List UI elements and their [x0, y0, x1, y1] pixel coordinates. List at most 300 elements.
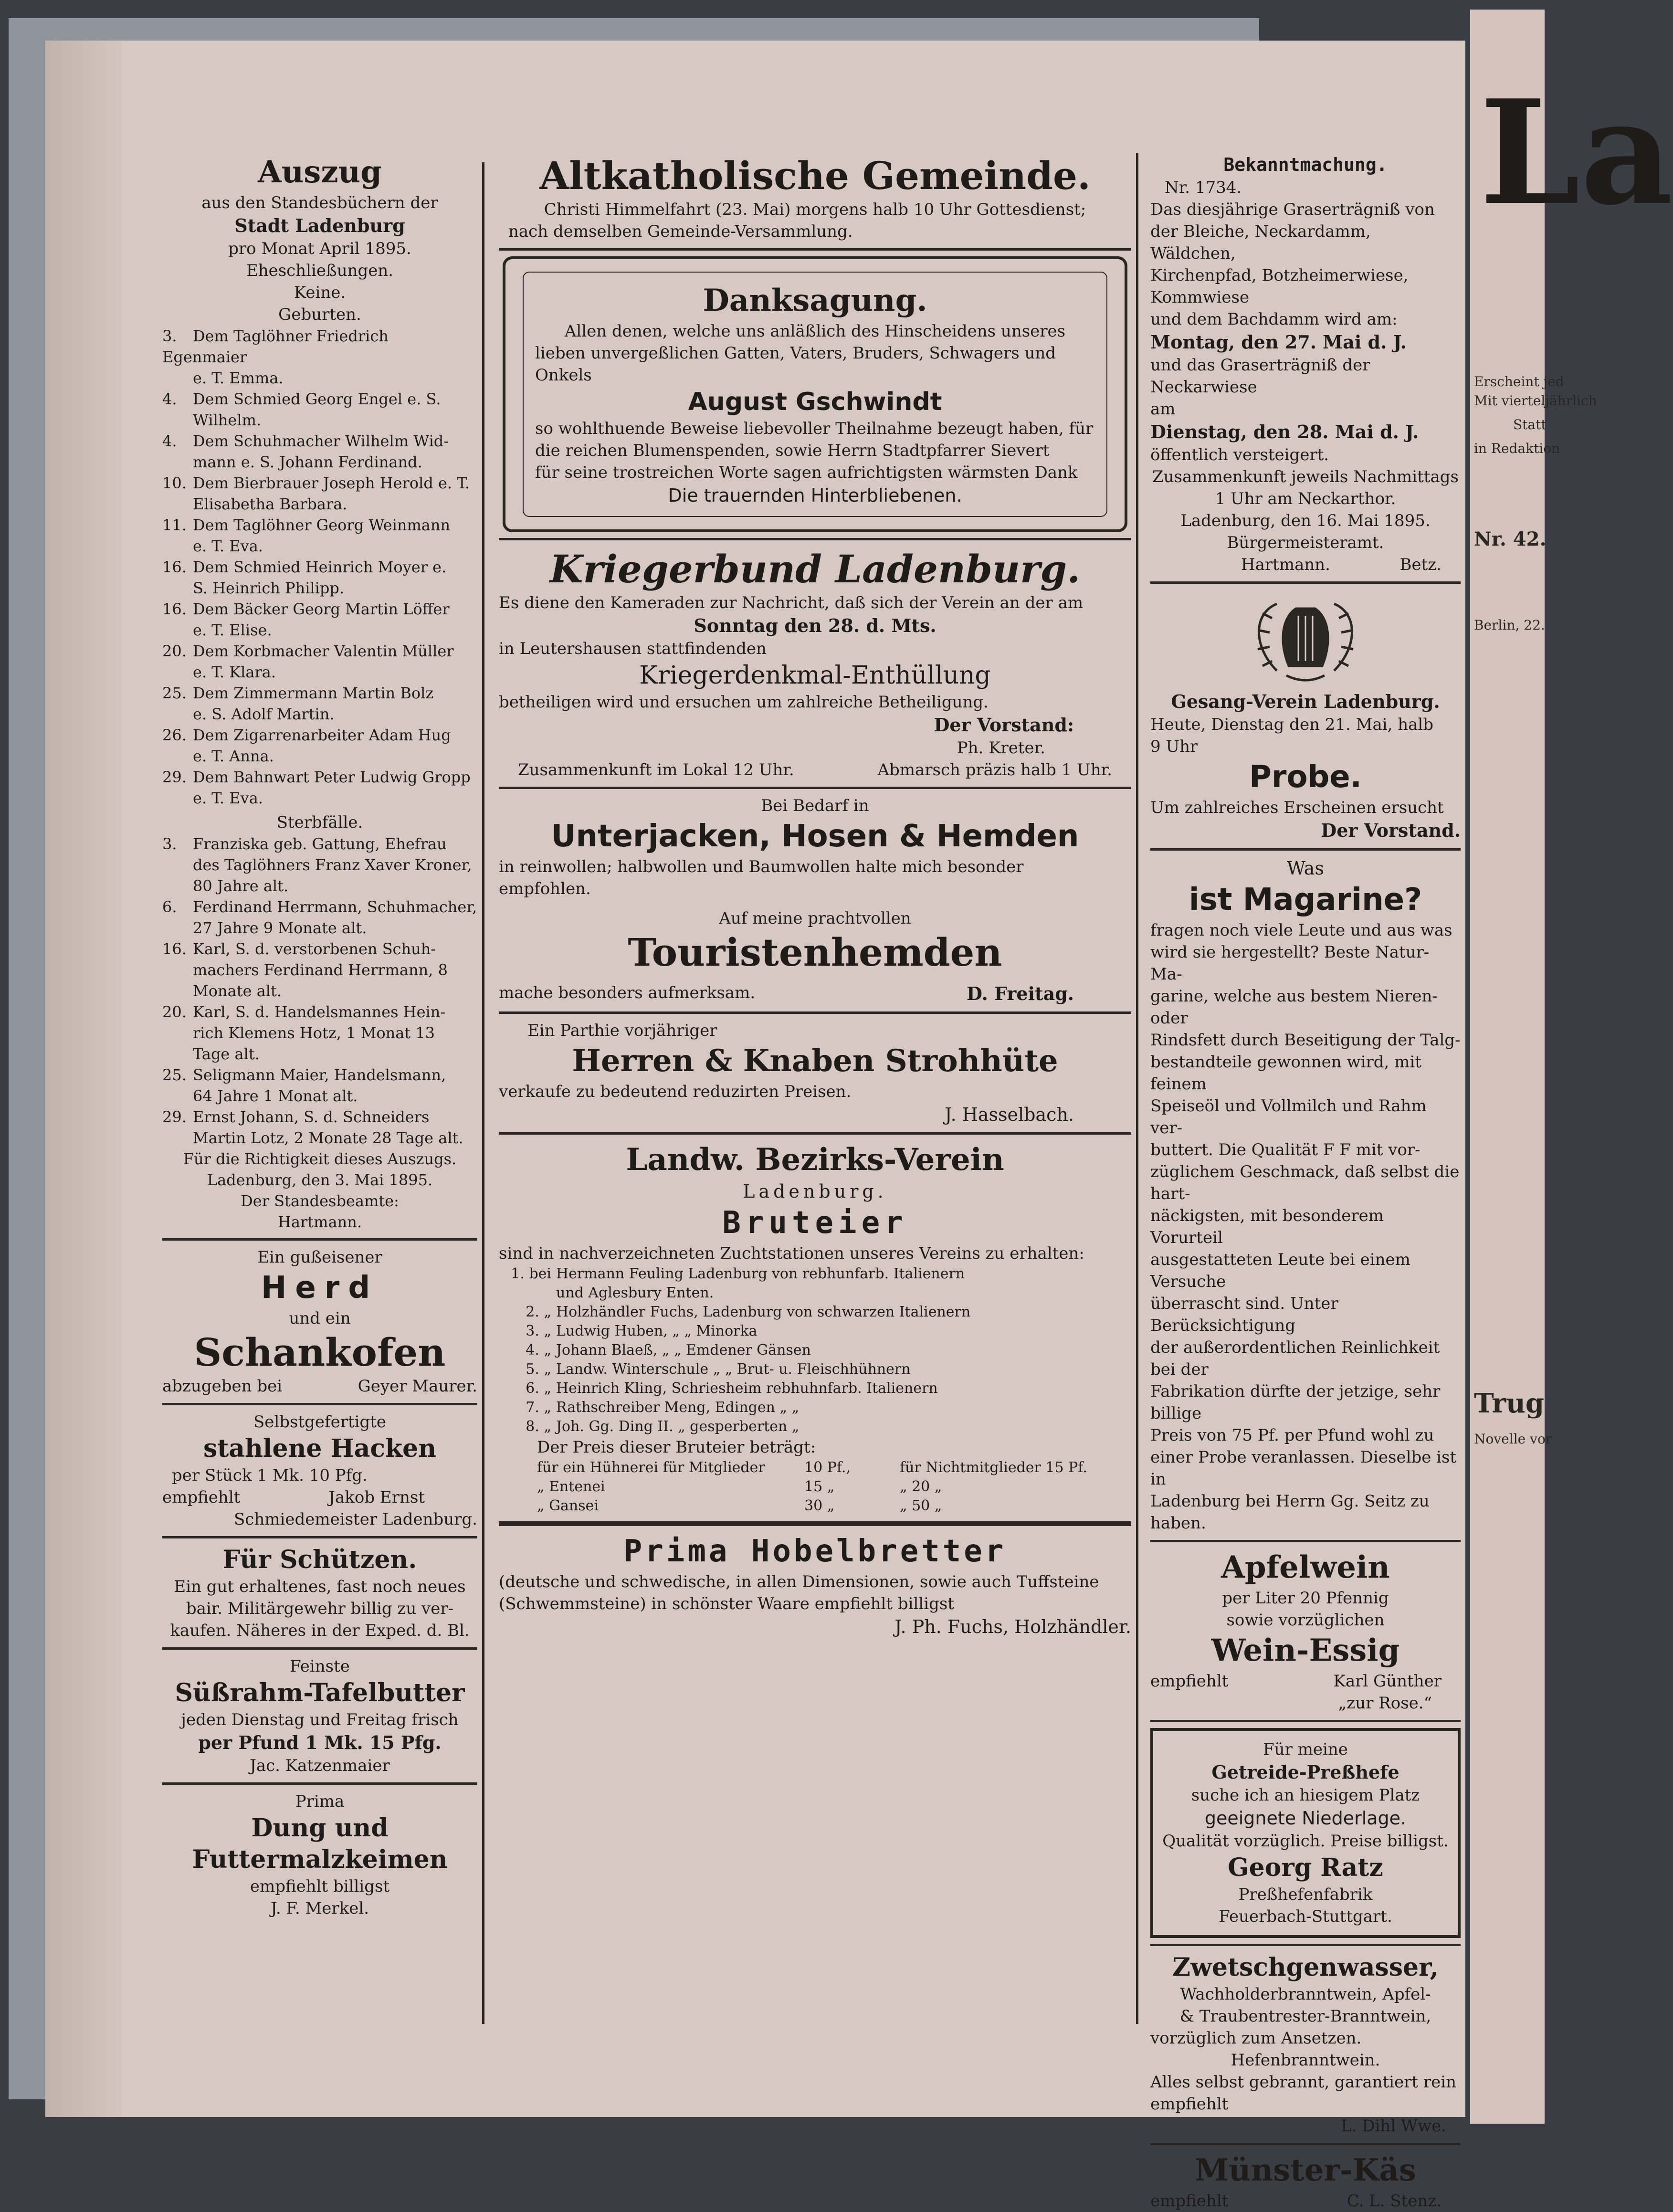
ad-text: vorzüglich zum Ansetzen.: [1150, 2029, 1362, 2048]
station-text: Hermann Feuling Ladenburg von rebhunfarb. Italienern: [556, 1265, 965, 1282]
divider: [1150, 1944, 1461, 1946]
bruteier-station: [499, 1284, 1131, 1303]
danksagung-text: Onkels: [535, 366, 592, 385]
divider: [1150, 2143, 1461, 2145]
entry-text: 27 Jahre 9 Monate alt.: [193, 919, 367, 937]
ad-text: Bei Bedarf in: [761, 796, 869, 815]
hacken-ad: [162, 1411, 477, 1530]
ad-text: sowie vorzüglichen: [1226, 1611, 1385, 1630]
entry-text: e. T. Eva.: [193, 789, 263, 807]
ad-text: empfiehlt: [1150, 2095, 1229, 2114]
bruteier-station-list: [499, 1264, 1131, 1436]
ad-advertiser: J. Hasselbach.: [945, 1104, 1074, 1125]
ad-text: Selbstgefertigte: [253, 1412, 387, 1432]
next-page-text: Berlin, 22.: [1474, 617, 1545, 633]
entry-text: Dem Schmied Georg Engel e. S.: [193, 390, 441, 408]
ad-text: (deutsche und schwedische, in allen Dimensionen, sowie auch Tuffsteine: [499, 1572, 1099, 1591]
notice-signature-label: Der Vorstand:: [934, 714, 1074, 736]
notice-text: Christi Himmelfahrt (23. Mai) morgens halb 10 Uhr Gottesdienst;: [544, 200, 1086, 219]
birth-entry: [162, 599, 477, 620]
notice-text: in Leutershausen stattfindenden: [499, 639, 767, 658]
ad-advertiser: Geyer Maurer.: [358, 1377, 477, 1396]
ad-text: Ein gußeisener: [257, 1248, 382, 1267]
entry-text: Dem Taglöhner Georg Weinmann: [193, 516, 451, 534]
station-text: Johann Blaeß, „ „ Emdener Gänsen: [556, 1342, 811, 1359]
entry-text: Elisabetha Barbara.: [193, 495, 347, 513]
ad-price: per Pfund 1 Mk. 15 Pfg.: [198, 1732, 442, 1753]
divider: [1150, 1720, 1461, 1722]
entry-text: Monate alt.: [193, 982, 282, 1000]
entry-day: 29.: [162, 768, 187, 786]
lyre-icon: [1243, 590, 1368, 685]
entry-day: 29.: [162, 1108, 187, 1126]
bruteier-station: [499, 1322, 1131, 1341]
station-text: Joh. Gg. Ding II. „ gesperberten „: [556, 1418, 800, 1435]
presshefe-box: [1150, 1728, 1461, 1938]
ad-headline: Futtermalzkeimen: [192, 1845, 448, 1874]
entry-text: Dem Schuhmacher Wilhelm Wid-: [193, 432, 449, 450]
ad-advertiser-title: Schmiedemeister Ladenburg.: [234, 1510, 477, 1529]
strohhuete-ad: [499, 1020, 1131, 1127]
entry-text: 64 Jahre 1 Monat alt.: [193, 1087, 358, 1105]
entry-text: Dem Bahnwart Peter Ludwig Gropp: [193, 768, 471, 786]
station-text: Heinrich Kling, Schriesheim rebhuhnfarb. Italienern: [556, 1380, 938, 1397]
notice-text: Dienstag, den 28. Mai d. J.: [1150, 421, 1419, 442]
apfelwein-ad: [1150, 1548, 1461, 1714]
notice-text: Abmarsch präzis halb 1 Uhr.: [877, 760, 1112, 779]
notice-event: Kriegerdenkmal-Enthüllung: [639, 661, 991, 690]
station-number: [499, 1284, 556, 1303]
divider: [1150, 581, 1461, 584]
entry-text: Karl, S. d. Handelsmannes Hein-: [193, 1003, 446, 1021]
divider: [499, 1011, 1131, 1014]
ad-headline: Dung und: [251, 1813, 389, 1843]
ad-text: kaufen. Näheres in der Exped. d. Bl.: [170, 1621, 470, 1640]
death-entry: [162, 938, 477, 959]
ad-headline: Unterjacken, Hosen & Hemden: [551, 819, 1079, 854]
divider: [499, 248, 1131, 251]
ad-advertiser: C. L. Stenz.: [1347, 2191, 1442, 2211]
price-nonmember: für Nichtmitglieder 15 Pf.: [900, 1459, 1087, 1476]
ad-text: der außerordentlichen Reinlichkeit bei der: [1150, 1338, 1440, 1379]
auszug-signature: Hartmann.: [278, 1213, 362, 1231]
birth-entry: [162, 473, 477, 494]
price-row: [499, 1496, 1131, 1516]
ad-text: in reinwollen; halbwollen und Baumwollen halte mich besonder: [499, 857, 1024, 876]
ad-text: Feinste: [290, 1657, 350, 1676]
ad-body: [1150, 919, 1461, 1534]
ad-advertiser-title: „zur Rose.“: [1338, 1694, 1432, 1713]
price-row: [499, 1477, 1131, 1496]
ad-headline: Bruteier: [722, 1205, 908, 1241]
station-number: 5. „: [526, 1361, 551, 1378]
divider: [162, 1403, 477, 1405]
notice-text: Bürgermeisteramt.: [1227, 533, 1384, 552]
station-number: 6. „: [526, 1380, 551, 1397]
station-text: und Aglesbury Enten.: [556, 1285, 714, 1301]
entry-day: 3.: [162, 327, 177, 345]
kaes-ad: [1150, 2151, 1461, 2212]
next-page-text: Novelle vor: [1474, 1431, 1552, 1447]
next-page-text: Mit vierteljährlich: [1474, 393, 1597, 409]
ad-text: bair. Militärgewehr billig zu ver-: [186, 1599, 454, 1618]
death-entry: [162, 833, 477, 854]
auszug-signature-label: Der Standesbeamte:: [241, 1192, 399, 1210]
entry-text: Franziska geb. Gattung, Ehefrau: [193, 835, 447, 853]
ad-text: Speiseöl und Vollmilch und Rahm ver-: [1150, 1096, 1427, 1138]
entry-text: Dem Zigarrenarbeiter Adam Hug: [193, 726, 451, 744]
notice-text: Ladenburg, den 16. Mai 1895.: [1180, 511, 1431, 530]
ad-advertiser-title: Preßhefenfabrik: [1238, 1885, 1373, 1904]
ad-text: sind in nachverzeichneten Zuchtstationen unseres Vereins zu erhalten:: [499, 1244, 1084, 1263]
ad-text: überrascht sind. Unter Berücksichtigung: [1150, 1294, 1338, 1335]
entry-day: 25.: [162, 1066, 187, 1084]
entry-day: 20.: [162, 642, 187, 660]
auszug-title: Auszug: [258, 154, 382, 190]
death-entry: [162, 1064, 477, 1085]
entry-text: 80 Jahre alt.: [193, 877, 289, 895]
dung-ad: [162, 1791, 477, 1919]
entry-text: des Taglöhners Franz Xaver Kroner,: [193, 856, 472, 874]
section-heading: Eheschließungen.: [246, 261, 394, 280]
schuetzen-ad: [162, 1544, 477, 1642]
ad-text: & Traubentrester-Branntwein,: [1179, 2007, 1431, 2026]
danksagung-name: August Gschwindt: [688, 388, 942, 416]
ad-headline: Getreide-Preßhefe: [1211, 1761, 1399, 1783]
auszug-subtitle: aus den Standesbüchern der: [201, 193, 438, 212]
notice-number: Nr. 1734.: [1165, 178, 1242, 197]
notice-text: Um zahlreiches Erscheinen ersucht: [1150, 798, 1444, 817]
entry-text: Dem Korbmacher Valentin Müller: [193, 642, 454, 660]
next-page-text: Erscheint jed: [1474, 374, 1564, 390]
ad-text: Alles selbst gebrannt, garantiert rein: [1150, 2073, 1457, 2092]
notice-headline: Gesang-Verein Ladenburg.: [1171, 691, 1440, 712]
auszug-date: Ladenburg, den 3. Mai 1895.: [207, 1171, 433, 1189]
notice-text: am: [1150, 400, 1176, 419]
notice-text: betheiligen wird und ersuchen um zahlreiche Betheiligung.: [499, 693, 989, 712]
ad-subtitle: Ladenburg.: [743, 1181, 887, 1202]
entry-text: S. Heinrich Philipp.: [193, 579, 345, 597]
divider: [499, 538, 1131, 540]
birth-entry: [162, 683, 477, 704]
ad-text: wird sie hergestellt? Beste Natur-Ma-: [1150, 943, 1430, 984]
ad-headline: Süßrahm-Tafelbutter: [175, 1678, 465, 1707]
bezirks-verein-ad: [499, 1140, 1131, 1516]
ad-text: Auf meine prachtvollen: [719, 909, 911, 928]
ad-advertiser: J. F. Merkel.: [270, 1899, 369, 1918]
section-heading: Sterbfälle.: [276, 813, 363, 832]
ad-location: Feuerbach-Stuttgart.: [1219, 1907, 1392, 1926]
ad-text: (Schwemmsteine) in schönster Waare empfiehlt billigst: [499, 1594, 955, 1613]
entry-text: Karl, S. d. verstorbenen Schuh-: [193, 940, 436, 958]
auszug-footer: Für die Richtigkeit dieses Auszugs.: [183, 1150, 457, 1168]
middle-column: [499, 153, 1131, 1639]
ad-text: einer Probe veranlassen. Dieselbe ist in: [1150, 1448, 1457, 1489]
ad-text: bestandteile gewonnen wird, mit feinem: [1150, 1053, 1421, 1094]
divider: [499, 787, 1131, 789]
ad-text: empfiehlt: [1150, 1672, 1229, 1691]
ad-headline: Apfelwein: [1221, 1549, 1390, 1585]
price-member: 30 „: [804, 1497, 835, 1514]
entry-day: 25.: [162, 684, 187, 702]
entry-day: 11.: [162, 516, 187, 534]
station-text: Ludwig Huben, „ „ Minorka: [556, 1323, 758, 1339]
ad-headline: Wein-Essig: [1211, 1633, 1400, 1668]
divider: [162, 1647, 477, 1650]
notice-event: Probe.: [1249, 759, 1362, 795]
danksagung-text: die reichen Blumenspenden, sowie Herrn Stadtpfarrer Sievert: [535, 441, 1050, 460]
divider: [499, 1132, 1131, 1135]
ad-text: Für meine: [1263, 1740, 1348, 1759]
kriegerbund-notice: [499, 546, 1131, 781]
danksagung-box: [503, 256, 1127, 532]
gesang-verein-notice: [1150, 590, 1461, 843]
entry-day: 4.: [162, 390, 177, 408]
ad-text: abzugeben bei: [162, 1377, 283, 1396]
next-page-issue: Nr. 42.: [1474, 528, 1547, 550]
ad-text: ausgestatteten Leute bei einem Versuche: [1150, 1250, 1410, 1291]
ad-advertiser: Karl Günther: [1333, 1672, 1442, 1691]
notice-text: und dem Bachdamm wird am:: [1150, 310, 1398, 329]
ad-text: Ladenburg bei Herrn Gg. Seitz zu: [1150, 1492, 1430, 1511]
ad-text: Prima: [295, 1792, 345, 1811]
notice-signature: Ph. Kreter.: [957, 738, 1045, 758]
ad-advertiser: D. Freitag.: [967, 983, 1074, 1004]
ad-text: jeden Dienstag und Freitag frisch: [181, 1710, 459, 1729]
danksagung-text: lieben unvergeßlichen Gatten, Vaters, Bruders, Schwagers und: [535, 344, 1056, 363]
station-number: 4. „: [526, 1342, 551, 1359]
column-rule: [1136, 153, 1138, 2024]
ad-text: und ein: [289, 1309, 351, 1328]
left-column: [162, 153, 477, 1919]
divider: [1150, 848, 1461, 851]
notice-headline: Altkatholische Gemeinde.: [539, 153, 1091, 198]
price-item: für ein Hühnerei für Mitglieder: [537, 1459, 765, 1476]
ad-headline: Landw. Bezirks-Verein: [626, 1142, 1004, 1178]
notice-text: und das Graserträgniß der Neckarwiese: [1150, 356, 1370, 397]
entry-text: e. T. Elise.: [193, 621, 272, 639]
entry-text: e. T. Anna.: [193, 747, 274, 765]
birth-entry: [162, 557, 477, 578]
price-member: 15 „: [804, 1478, 835, 1495]
ad-text: empfohlen.: [499, 879, 591, 898]
divider: [499, 1521, 1131, 1526]
bekanntmachung: [1150, 153, 1461, 576]
notice-text: Zusammenkunft jeweils Nachmittags: [1152, 467, 1459, 486]
notice-text: nach demselben Gemeinde-Versammlung.: [508, 222, 853, 241]
notice-text: Kirchenpfad, Botzheimerwiese, Kommwiese: [1150, 266, 1409, 307]
ad-text: empfiehlt billigst: [250, 1877, 390, 1896]
danksagung-text: so wohlthuende Beweise liebevoller Theilnahme bezeugt haben, für: [535, 419, 1094, 438]
altkatholisch-notice: [499, 153, 1131, 242]
ad-text: Hefenbranntwein.: [1231, 2051, 1380, 2070]
notice-text: Heute, Dienstag den 21. Mai, halb: [1150, 715, 1434, 734]
entry-text: Ferdinand Herrmann, Schuhmacher,: [193, 898, 477, 916]
entry-text: Dem Schmied Heinrich Moyer e.: [193, 558, 447, 576]
entry-text: Dem Bäcker Georg Martin Löffer: [193, 600, 450, 618]
bruteier-price-list: [499, 1458, 1131, 1516]
entry-text: Tage alt.: [193, 1045, 260, 1063]
death-entry: [162, 896, 477, 917]
station-number: 2. „: [526, 1304, 551, 1320]
next-page-heading: Trug: [1474, 1388, 1544, 1419]
sterbfaelle-list: [162, 833, 477, 1148]
ad-text: Was: [1287, 858, 1324, 879]
notice-headline: Bekanntmachung.: [1223, 154, 1388, 175]
auszug-block: [162, 153, 477, 1232]
danksagung-signature: Die trauernden Hinterbliebenen.: [668, 485, 962, 506]
entry-text: Wilhelm.: [193, 411, 262, 429]
entry-text: machers Ferdinand Herrmann, 8: [193, 961, 448, 979]
notice-date: Sonntag den 28. d. Mts.: [694, 615, 936, 636]
death-entry: [162, 1001, 477, 1022]
entry-text: Ernst Johann, S. d. Schneiders: [193, 1108, 430, 1126]
notice-text: 9 Uhr: [1150, 737, 1198, 756]
ad-headline: Touristenhemden: [628, 930, 1002, 975]
entry-text: Dem Bierbrauer Joseph Herold e. T.: [193, 474, 470, 492]
birth-entry: [162, 767, 477, 788]
next-page-masthead: La: [1480, 68, 1673, 237]
ad-text: fragen noch viele Leute und aus was: [1150, 921, 1452, 940]
notice-text: Das diesjährige Graserträgniß von: [1150, 200, 1435, 219]
bruteier-station: [499, 1360, 1131, 1379]
column-rule: [482, 162, 484, 2024]
notice-text: der Bleiche, Neckardamm, Wäldchen,: [1150, 222, 1371, 263]
ad-text: verkaufe zu bedeutend reduzirten Preisen.: [499, 1082, 852, 1101]
bruteier-station: [499, 1417, 1131, 1436]
ad-headline: Schankofen: [194, 1330, 446, 1375]
entry-text: Seligmann Maier, Handelsmann,: [193, 1066, 446, 1084]
price-item: „ Entenei: [537, 1478, 605, 1495]
price-nonmember: „ 50 „: [900, 1497, 942, 1514]
ad-price: per Liter 20 Pfennig: [1222, 1589, 1389, 1608]
station-number: 7. „: [526, 1399, 551, 1416]
notice-text: Zusammenkunft im Lokal 12 Uhr.: [518, 760, 794, 779]
ad-advertiser: Georg Ratz: [1228, 1853, 1383, 1882]
magarine-ad: [1150, 856, 1461, 1534]
danksagung-text: für seine trostreichen Worte sagen aufrichtigsten wärmsten Dank: [535, 463, 1078, 482]
ad-text: mache besonders aufmerksam.: [499, 983, 756, 1002]
ad-headline: stahlene Hacken: [203, 1434, 437, 1463]
station-text: Rathschreiber Meng, Edingen „ „: [556, 1399, 800, 1416]
next-page-text: in Redaktion: [1474, 441, 1560, 456]
birth-entry: [162, 326, 477, 368]
notice-text: Montag, den 27. Mai d. J.: [1150, 331, 1407, 353]
entry-day: 10.: [162, 474, 187, 492]
bruteier-station: [499, 1264, 1131, 1284]
price-member: 10 Pf.,: [804, 1459, 851, 1476]
ad-text: Fabrikation dürfte der jetzige, sehr billige: [1150, 1382, 1441, 1423]
ad-headline: Münster-Käs: [1195, 2152, 1416, 2188]
entry-text: e. T. Eva.: [193, 537, 263, 555]
ad-headline: Herd: [261, 1270, 379, 1306]
ad-advertiser: L. Dihl Wwe.: [1341, 2117, 1446, 2136]
entry-text: e. T. Emma.: [193, 369, 284, 387]
ad-headline: geeignete Niederlage.: [1204, 1808, 1407, 1829]
ad-headline: ist Magarine?: [1189, 882, 1422, 917]
ad-headline: Zwetschgenwasser,: [1172, 1953, 1439, 1982]
entry-day: 16.: [162, 600, 187, 618]
notice-body: [1150, 199, 1461, 554]
bruteier-station: [499, 1379, 1131, 1398]
auszug-city: Stadt Ladenburg: [234, 215, 405, 236]
entry-day: 3.: [162, 835, 177, 853]
entry-text: Dem Zimmermann Martin Bolz: [193, 684, 434, 702]
price-nonmember: „ 20 „: [900, 1478, 942, 1495]
price-item: „ Gansei: [537, 1497, 599, 1514]
price-heading: Der Preis dieser Bruteier beträgt:: [537, 1438, 816, 1457]
station-text: Landw. Winterschule „ „ Brut- u. Fleischhühnern: [556, 1361, 911, 1378]
right-column: [1150, 153, 1461, 2212]
entry-day: 16.: [162, 558, 187, 576]
ad-text: Qualität vorzüglich. Preise billigst.: [1162, 1832, 1449, 1851]
entry-text: mann e. S. Johann Ferdinand.: [193, 453, 422, 471]
entry-day: 20.: [162, 1003, 187, 1021]
zwetschgen-ad: [1150, 1952, 1461, 2137]
ad-headline: Prima Hobelbretter: [623, 1534, 1007, 1569]
entry-day: 6.: [162, 898, 177, 916]
ad-text: Wachholderbranntwein, Apfel-: [1180, 1985, 1431, 2004]
ad-text: buttert. Die Qualität F F mit vor-: [1150, 1140, 1420, 1159]
divider: [1150, 1540, 1461, 1542]
notice-text: 1 Uhr am Neckarthor.: [1215, 489, 1396, 508]
entry-day: 16.: [162, 940, 187, 958]
notice-signature: Der Vorstand.: [1321, 820, 1461, 841]
bruteier-station: [499, 1398, 1131, 1417]
station-number: 3. „: [526, 1323, 551, 1339]
auszug-period: pro Monat April 1895.: [228, 239, 411, 258]
birth-entry: [162, 389, 477, 410]
ad-headline: Für Schützen.: [222, 1545, 417, 1574]
ad-text: Ein gut erhaltenes, fast noch neues: [174, 1577, 466, 1596]
bruteier-station: [499, 1303, 1131, 1322]
price-row: [499, 1458, 1131, 1477]
ad-text: näckigsten, mit besonderem Vorurteil: [1150, 1206, 1384, 1247]
page-edge-stack: [45, 41, 122, 2117]
danksagung-text: Allen denen, welche uns anläßlich des Hinscheidens unseres: [564, 322, 1066, 341]
entry-text: rich Klemens Hotz, 1 Monat 13: [193, 1024, 435, 1042]
section-heading: Geburten.: [278, 305, 361, 324]
ad-text: suche ich an hiesigem Platz: [1191, 1786, 1420, 1805]
notice-signature: Hartmann.: [1241, 555, 1330, 574]
entry-text: Dem Taglöhner Friedrich Egenmaier: [162, 327, 389, 366]
hobelbretter-ad: [499, 1532, 1131, 1639]
next-page-fragment: [1470, 10, 1673, 2124]
entry-text: Martin Lotz, 2 Monate 28 Tage alt.: [193, 1129, 463, 1147]
section-text: Keine.: [294, 283, 346, 302]
danksagung-title: Danksagung.: [703, 283, 927, 318]
entry-text: e. T. Klara.: [193, 663, 276, 681]
ad-advertiser: Jac. Katzenmaier: [250, 1756, 390, 1775]
herd-ad: [162, 1246, 477, 1397]
ad-text: Ein Parthie vorjähriger: [527, 1021, 717, 1040]
entry-text: e. S. Adolf Martin.: [193, 705, 335, 723]
ad-text: Rindsfett durch Beseitigung der Talg-: [1150, 1031, 1461, 1050]
birth-entry: [162, 431, 477, 452]
divider: [162, 1782, 477, 1785]
station-number: 8. „: [526, 1418, 551, 1435]
next-page-text: Statt: [1513, 417, 1547, 432]
geburten-list: [162, 326, 477, 809]
ad-text: züglichem Geschmack, daß selbst die hart-: [1150, 1162, 1460, 1203]
bruteier-station: [499, 1341, 1131, 1360]
notice-text: öffentlich versteigert.: [1150, 445, 1329, 464]
ad-text: haben.: [1150, 1514, 1206, 1533]
divider: [162, 1536, 477, 1538]
freitag-ad: [499, 795, 1131, 1006]
ad-text: empfiehlt: [162, 1488, 241, 1507]
ad-headline: Herren & Knaben Strohhüte: [572, 1043, 1058, 1079]
